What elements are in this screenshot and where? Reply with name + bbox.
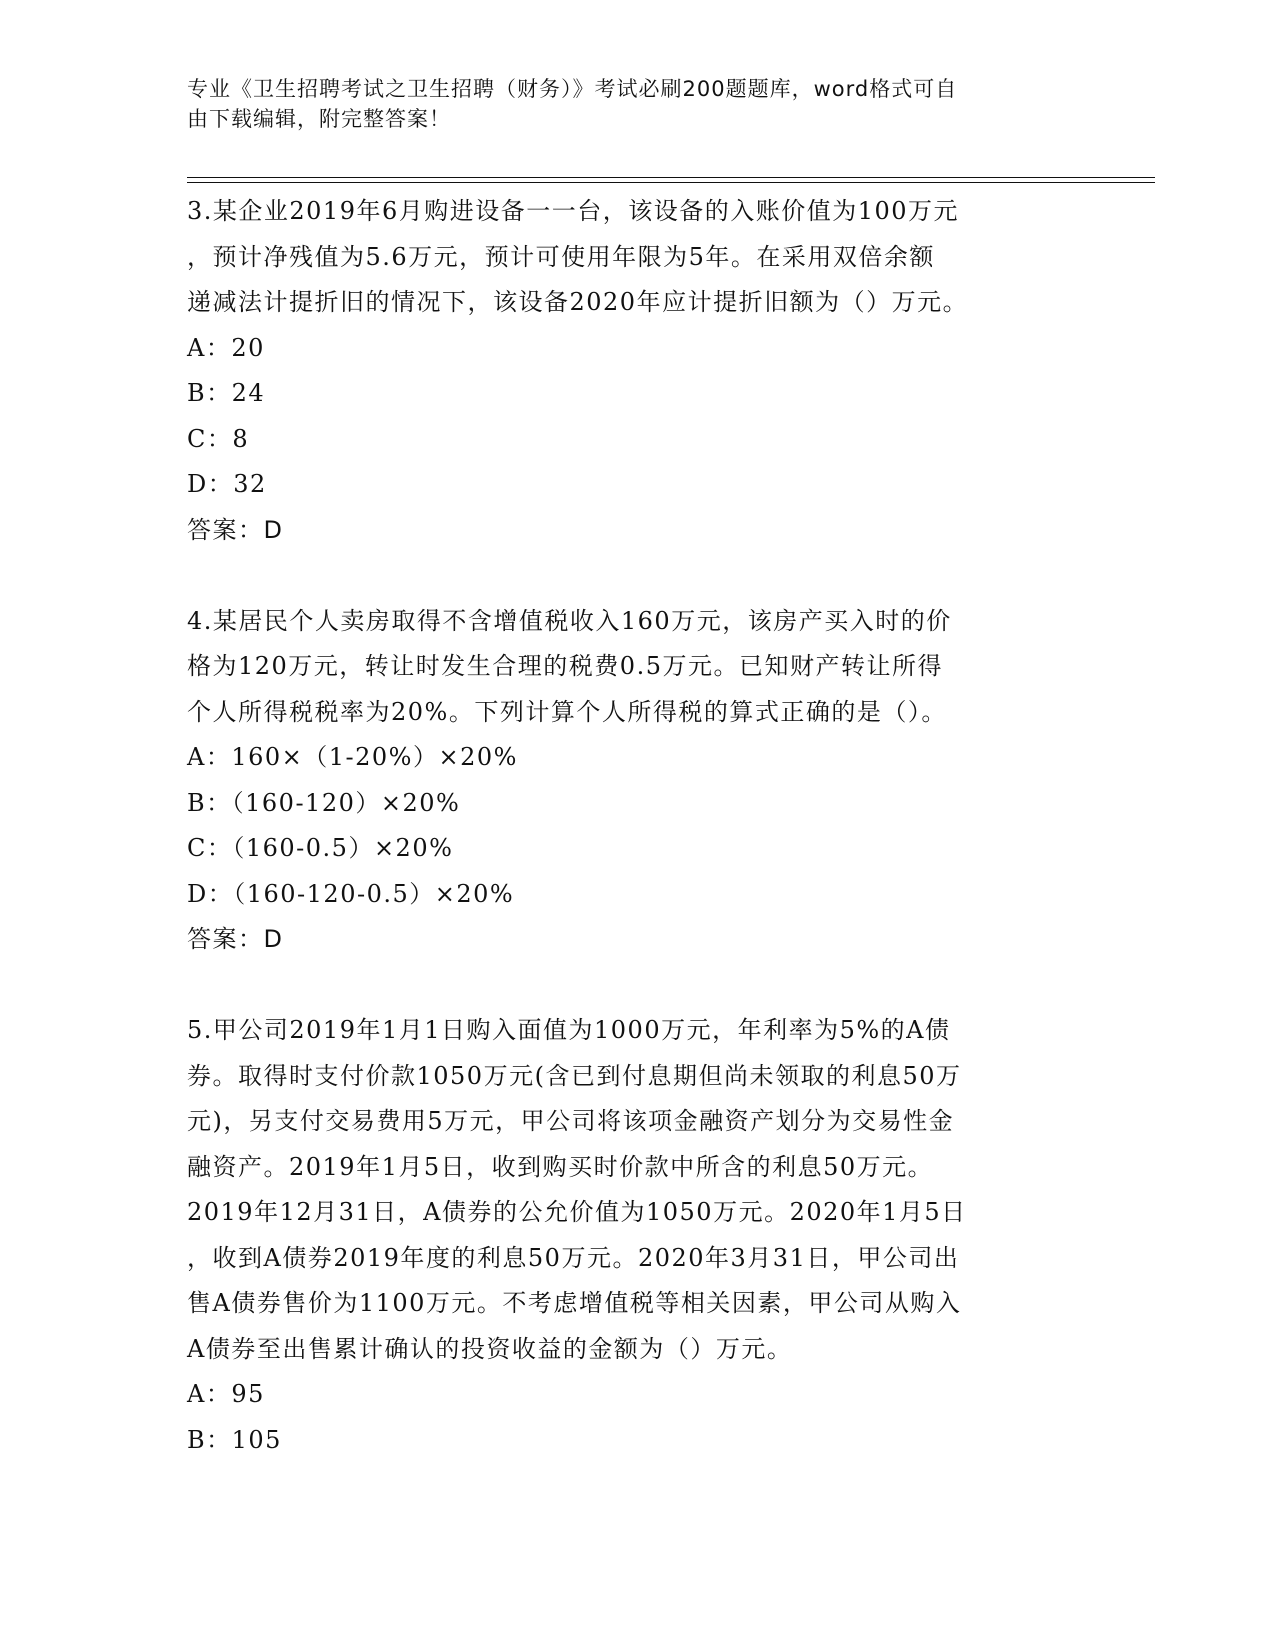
option-b: B：24: [187, 379, 266, 407]
header-line: 由下载编辑，附完整答案！: [187, 107, 451, 131]
question-spacer: [187, 553, 1077, 599]
option-b: B：（160-120）×20%: [187, 788, 461, 817]
answer-line: 答案：D: [187, 925, 284, 953]
question-stem-line: 格为120万元，转让时发生合理的税费0.5万元。已知财产转让所得: [187, 652, 943, 680]
question-stem-line: ，预计净残值为5.6万元，预计可使用年限为5年。在采用双倍余额: [187, 242, 935, 271]
option-a: A：20: [187, 333, 265, 362]
option-c: C：（160-0.5）×20%: [187, 834, 454, 862]
question-stem-line: 融资产。2019年1月5日，收到购买时价款中所含的利息50万元。: [187, 1152, 934, 1181]
question-stem-line: 5.甲公司2019年1月1日购入面值为1000万元，年利率为5%的A债: [187, 1016, 951, 1044]
question-stem-line: A债券至出售累计确认的投资收益的金额为（）万元。: [187, 1334, 793, 1363]
question-stem-line: 个人所得税税率为20%。下列计算个人所得税的算式正确的是（）。: [187, 697, 947, 726]
question-4: [187, 599, 1077, 963]
question-spacer: [187, 963, 1077, 1009]
question-stem-line: ，收到A债券2019年度的利息50万元。2020年3月31日，甲公司出: [187, 1243, 960, 1272]
question-list: [187, 189, 1077, 1463]
answer-line: 答案：D: [187, 515, 284, 544]
option-c: C：8: [187, 424, 250, 453]
option-b: B：105: [187, 1425, 282, 1454]
option-a: A：160×（1-20%）×20%: [187, 743, 518, 771]
question-stem-line: 券。取得时支付价款1050万元(含已到付息期但尚未领取的利息50万: [187, 1061, 962, 1090]
question-stem-line: 2019年12月31日，A债券的公允价值为1050万元。2020年1月5日: [187, 1198, 967, 1226]
question-stem-line: 售A债券售价为1100万元。不考虑增值税等相关因素，甲公司从购入: [187, 1289, 962, 1317]
option-d: D：32: [187, 470, 267, 498]
question-5: [187, 1008, 1077, 1463]
option-d: D：（160-120-0.5）×20%: [187, 879, 515, 908]
document-header: [187, 74, 1067, 134]
header-divider-top: [187, 177, 1155, 178]
header-line: 专业《卫生招聘考试之卫生招聘（财务）》考试必刷200题题库，word格式可自: [187, 77, 958, 101]
option-a: A：95: [187, 1380, 265, 1408]
question-stem-line: 递减法计提折旧的情况下，该设备2020年应计提折旧额为（）万元。: [187, 288, 969, 316]
question-stem-line: 4.某居民个人卖房取得不含增值税收入160万元，该房产买入时的价: [187, 606, 952, 635]
question-3: [187, 189, 1077, 553]
question-stem-line: 元)，另支付交易费用5万元，甲公司将该项金融资产划分为交易性金: [187, 1107, 955, 1135]
question-stem-line: 3.某企业2019年6月购进设备一一台，该设备的入账价值为100万元: [187, 197, 960, 225]
header-divider-bottom: [187, 182, 1155, 183]
